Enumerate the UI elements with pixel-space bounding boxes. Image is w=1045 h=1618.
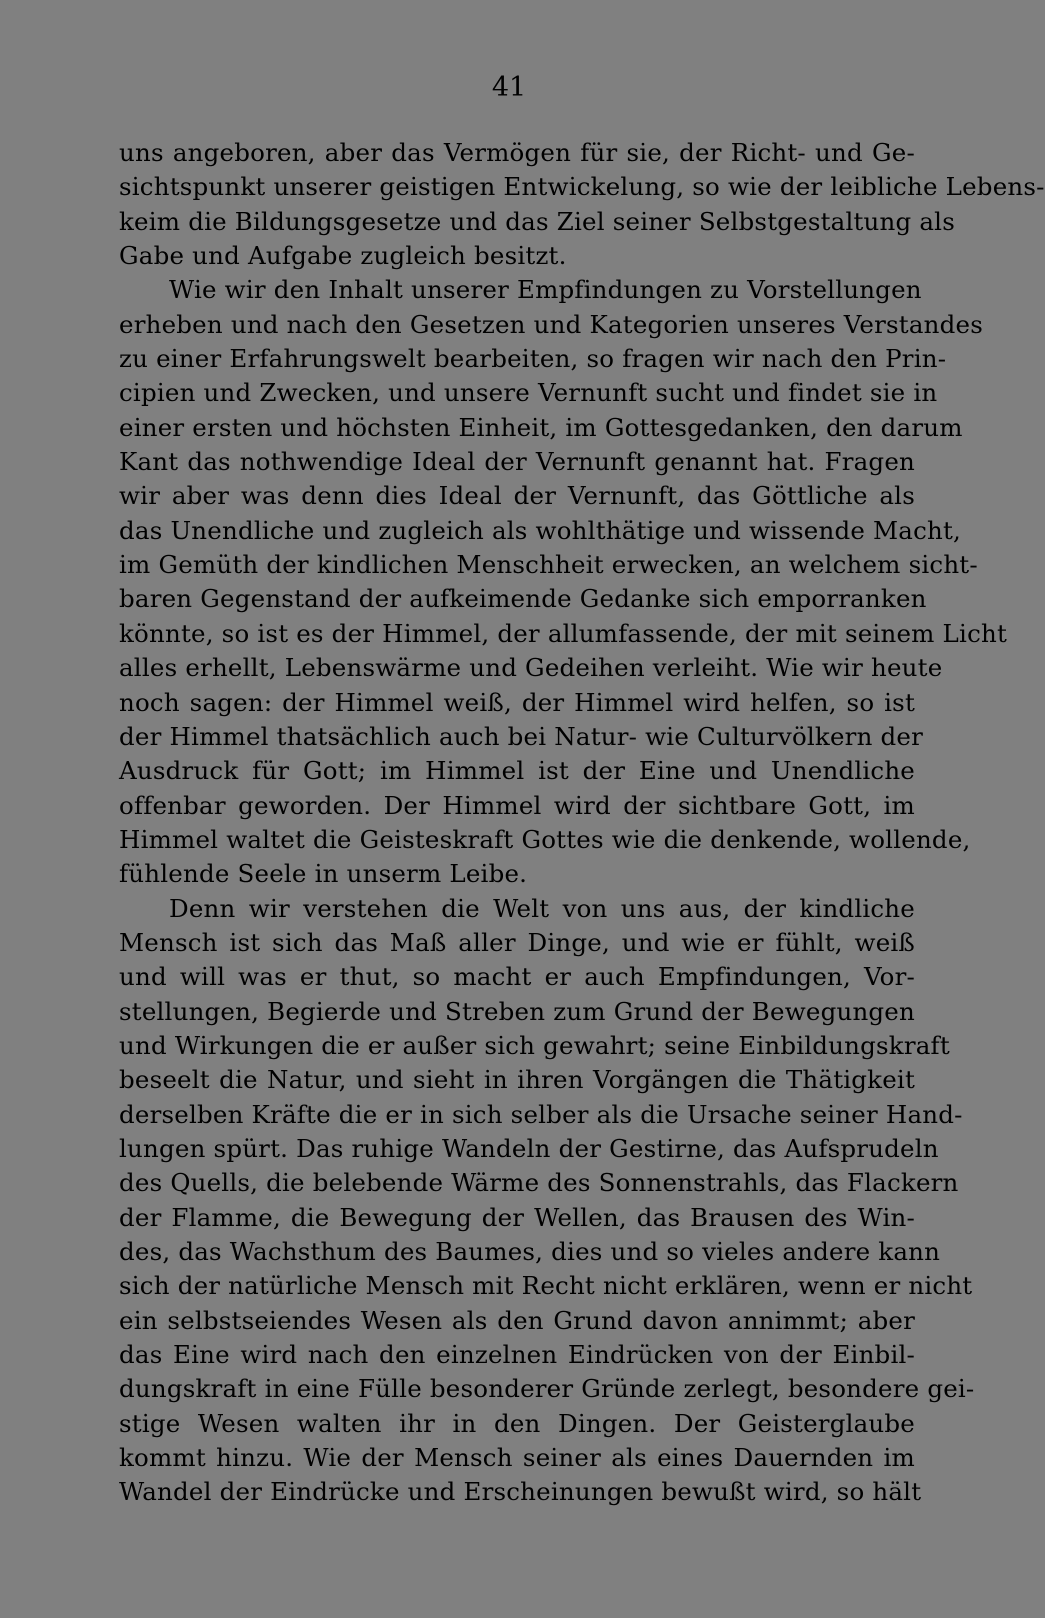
text-line: könnte, so ist es der Himmel, der allumfassende, der mit seinem Licht bbox=[119, 618, 1008, 648]
text-line: der Himmel thatsächlich auch bei Natur- wie Culturvölkern der bbox=[119, 721, 924, 751]
text-line: des Quells, die belebende Wärme des Sonnenstrahls, das Flackern bbox=[119, 1168, 959, 1198]
page-number: 41 bbox=[491, 72, 527, 103]
text-line: und will was er thut, so macht er auch Empfindungen, Vor- bbox=[119, 962, 915, 992]
text-line: des, das Wachsthum des Baumes, dies und so vieles andere kann bbox=[119, 1237, 941, 1266]
text-line: einer ersten und höchsten Einheit, im Gottesgedanken, den darum bbox=[119, 412, 963, 442]
text-line: ein selbstseiendes Wesen als den Grund davon annimmt; aber bbox=[119, 1305, 915, 1335]
text-line: der Flamme, die Bewegung der Wellen, das Brausen des Win- bbox=[119, 1202, 915, 1232]
text-line: im Gemüth der kindlichen Menschheit erwecken, an welchem sicht- bbox=[119, 550, 978, 580]
text-line: baren Gegenstand der aufkeimende Gedanke sich emporranken bbox=[119, 584, 927, 614]
text-line: sichtspunkt unserer geistigen Entwickelung, so wie der leibliche Lebens- bbox=[119, 172, 1045, 202]
text-line: keim die Bildungsgesetze und das Ziel seiner Selbstgestaltung als bbox=[119, 206, 955, 236]
text-line: noch sagen: der Himmel weiß, der Himmel wird helfen, so ist bbox=[119, 687, 915, 717]
text-line: alles erhellt, Lebenswärme und Gedeihen verleiht. Wie wir heute bbox=[119, 653, 943, 683]
body-text bbox=[119, 136, 1045, 1510]
text-line: Denn wir verstehen die Welt von uns aus, der kindliche bbox=[169, 893, 915, 923]
text-line: das Unendliche und zugleich als wohlthätige und wissende Macht, bbox=[119, 515, 962, 545]
text-line: cipien und Zwecken, und unsere Vernunft sucht und findet sie in bbox=[119, 378, 938, 408]
text-line: kommt hinzu. Wie der Mensch seiner als eines Dauernden im bbox=[119, 1443, 915, 1473]
text-line: und Wirkungen die er außer sich gewahrt; seine Einbildungskraft bbox=[119, 1030, 950, 1060]
text-line: zu einer Erfahrungswelt bearbeiten, so fragen wir nach den Prin- bbox=[119, 344, 947, 374]
text-line: sich der natürliche Mensch mit Recht nicht erklären, wenn er nicht bbox=[119, 1271, 973, 1301]
text-line: Wie wir den Inhalt unserer Empfindungen zu Vorstellungen bbox=[169, 275, 922, 305]
text-line: Mensch ist sich das Maß aller Dinge, und wie er fühlt, weiß bbox=[119, 927, 915, 957]
text-line: wir aber was denn dies Ideal der Vernunft, das Göttliche als bbox=[119, 481, 915, 511]
text-line: dungskraft in eine Fülle besonderer Gründe zerlegt, besondere gei- bbox=[119, 1374, 975, 1404]
text-line: Ausdruck für Gott; im Himmel ist der Eine und Unendliche bbox=[119, 756, 915, 786]
text-line: fühlende Seele in unserm Leibe. bbox=[119, 859, 528, 889]
text-line: beseelt die Natur, und sieht in ihren Vorgängen die Thätigkeit bbox=[119, 1065, 915, 1095]
text-line: Himmel waltet die Geisteskraft Gottes wie die denkende, wollende, bbox=[119, 824, 971, 854]
text-line: Wandel der Eindrücke und Erscheinungen bewußt wird, so hält bbox=[119, 1477, 922, 1507]
text-line: derselben Kräfte die er in sich selber als die Ursache seiner Hand- bbox=[119, 1099, 963, 1129]
text-line: erheben und nach den Gesetzen und Kategorien unseres Verstandes bbox=[119, 309, 983, 339]
text-line: offenbar geworden. Der Himmel wird der sichtbare Gott, im bbox=[119, 790, 915, 820]
text-line: stige Wesen walten ihr in den Dingen. Der Geisterglaube bbox=[119, 1408, 915, 1438]
text-line: uns angeboren, aber das Vermögen für sie, der Richt- und Ge- bbox=[119, 138, 915, 167]
text-line: Kant das nothwendige Ideal der Vernunft genannt hat. Fragen bbox=[119, 447, 915, 477]
text-line: das Eine wird nach den einzelnen Eindrücken von der Einbil- bbox=[119, 1340, 915, 1370]
text-line: Gabe und Aufgabe zugleich besitzt. bbox=[119, 241, 567, 271]
text-line: stellungen, Begierde und Streben zum Grund der Bewegungen bbox=[119, 996, 915, 1026]
text-line: lungen spürt. Das ruhige Wandeln der Gestirne, das Aufsprudeln bbox=[119, 1133, 939, 1163]
